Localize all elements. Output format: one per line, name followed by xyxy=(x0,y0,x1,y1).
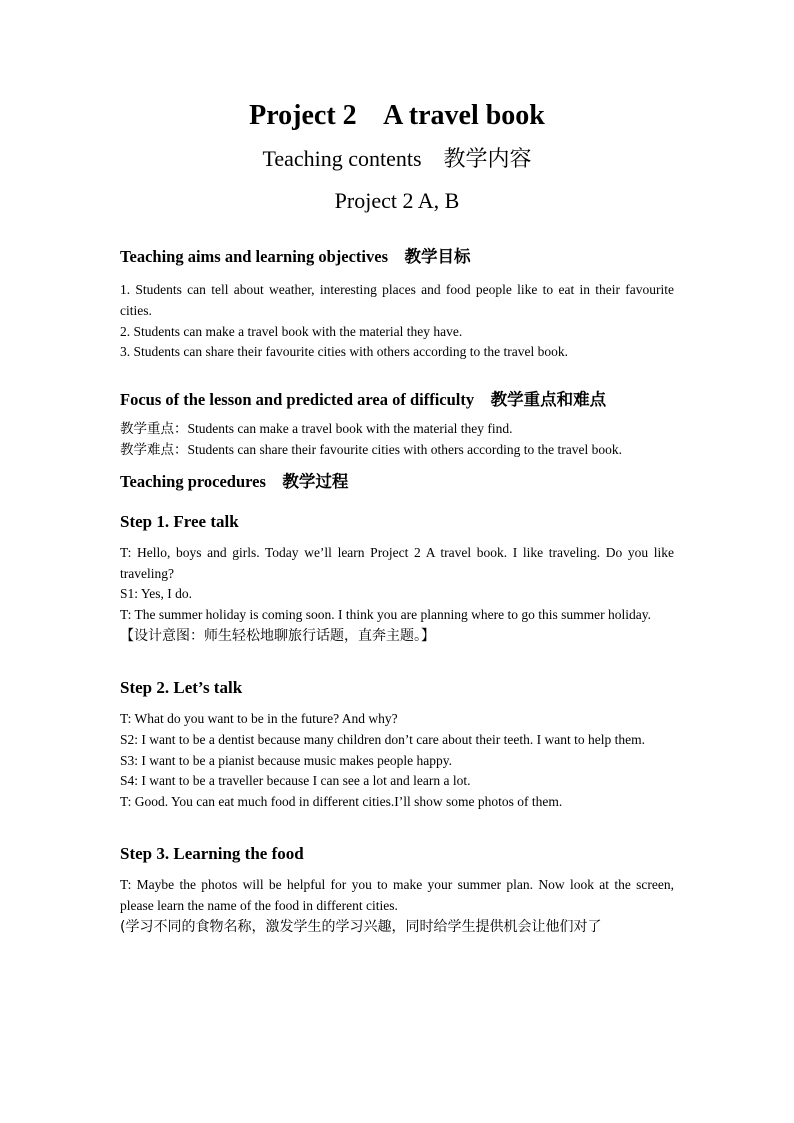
step-2-line-5: T: Good. You can eat much food in different cities.I’ll show some photos of them. xyxy=(120,794,563,810)
document-subtitle: Teaching contents 教学内容 xyxy=(262,146,532,171)
aim-item-2: 2. Students can make a travel book with the material they have. xyxy=(120,323,463,339)
step-3-design-note: (学习不同的食物名称，激发学生的学习兴趣，同时给学生提供机会让他们对了 xyxy=(120,918,602,935)
key-point: 教学重点：Students can make a travel book with the material they find. xyxy=(120,421,513,437)
step-3-line-1: T: Maybe the photos will be helpful for you to make your summer plan. Now look at the screen, please learn the name of the food in different cities. xyxy=(120,876,674,913)
step-1-line-3: T: The summer holiday is coming soon. I think you are planning where to go this summer holiday. xyxy=(120,607,651,623)
document-subtitle-project: Project 2 A, B xyxy=(334,188,460,213)
aims-heading: Teaching aims and learning objectives 教学目标 xyxy=(120,247,471,266)
step-1-design-note: 【设计意图：师生轻松地聊旅行话题，直奔主题。】 xyxy=(120,627,435,644)
step-2-line-1: T: What do you want to be in the future? And why? xyxy=(120,710,398,726)
step-2-line-4: S4: I want to be a traveller because I can see a lot and learn a lot. xyxy=(120,773,471,789)
step-1-title: Step 1. Free talk xyxy=(120,511,239,531)
aims-list xyxy=(120,280,674,363)
document-title: Project 2 A travel book xyxy=(249,100,545,131)
aim-item-1: 1. Students can tell about weather, interesting places and food people like to eat in their favourite cities. xyxy=(120,282,674,318)
step-3-title: Step 3. Learning the food xyxy=(120,843,304,863)
aim-item-3: 3. Students can share their favourite cities with others according to the travel book. xyxy=(120,344,568,360)
step-1-line-1: T: Hello, boys and girls. Today we’ll learn Project 2 A travel book. I like traveling. Do you like traveling? xyxy=(120,544,674,581)
step-1-line-2: S1: Yes, I do. xyxy=(120,586,193,602)
step-2-line-3: S3: I want to be a pianist because music makes people happy. xyxy=(120,752,453,768)
focus-heading: Focus of the lesson and predicted area of difficulty 教学重点和难点 xyxy=(120,390,607,410)
procedures-heading: Teaching procedures 教学过程 xyxy=(120,471,349,491)
document-content xyxy=(120,96,674,938)
step-2-line-2: S2: I want to be a dentist because many children don’t care about their teeth. I want to help them. xyxy=(120,731,645,747)
difficult-point: 教学难点：Students can share their favourite cities with others according to the travel book. xyxy=(120,441,622,457)
step-2-title: Step 2. Let’s talk xyxy=(120,677,243,697)
